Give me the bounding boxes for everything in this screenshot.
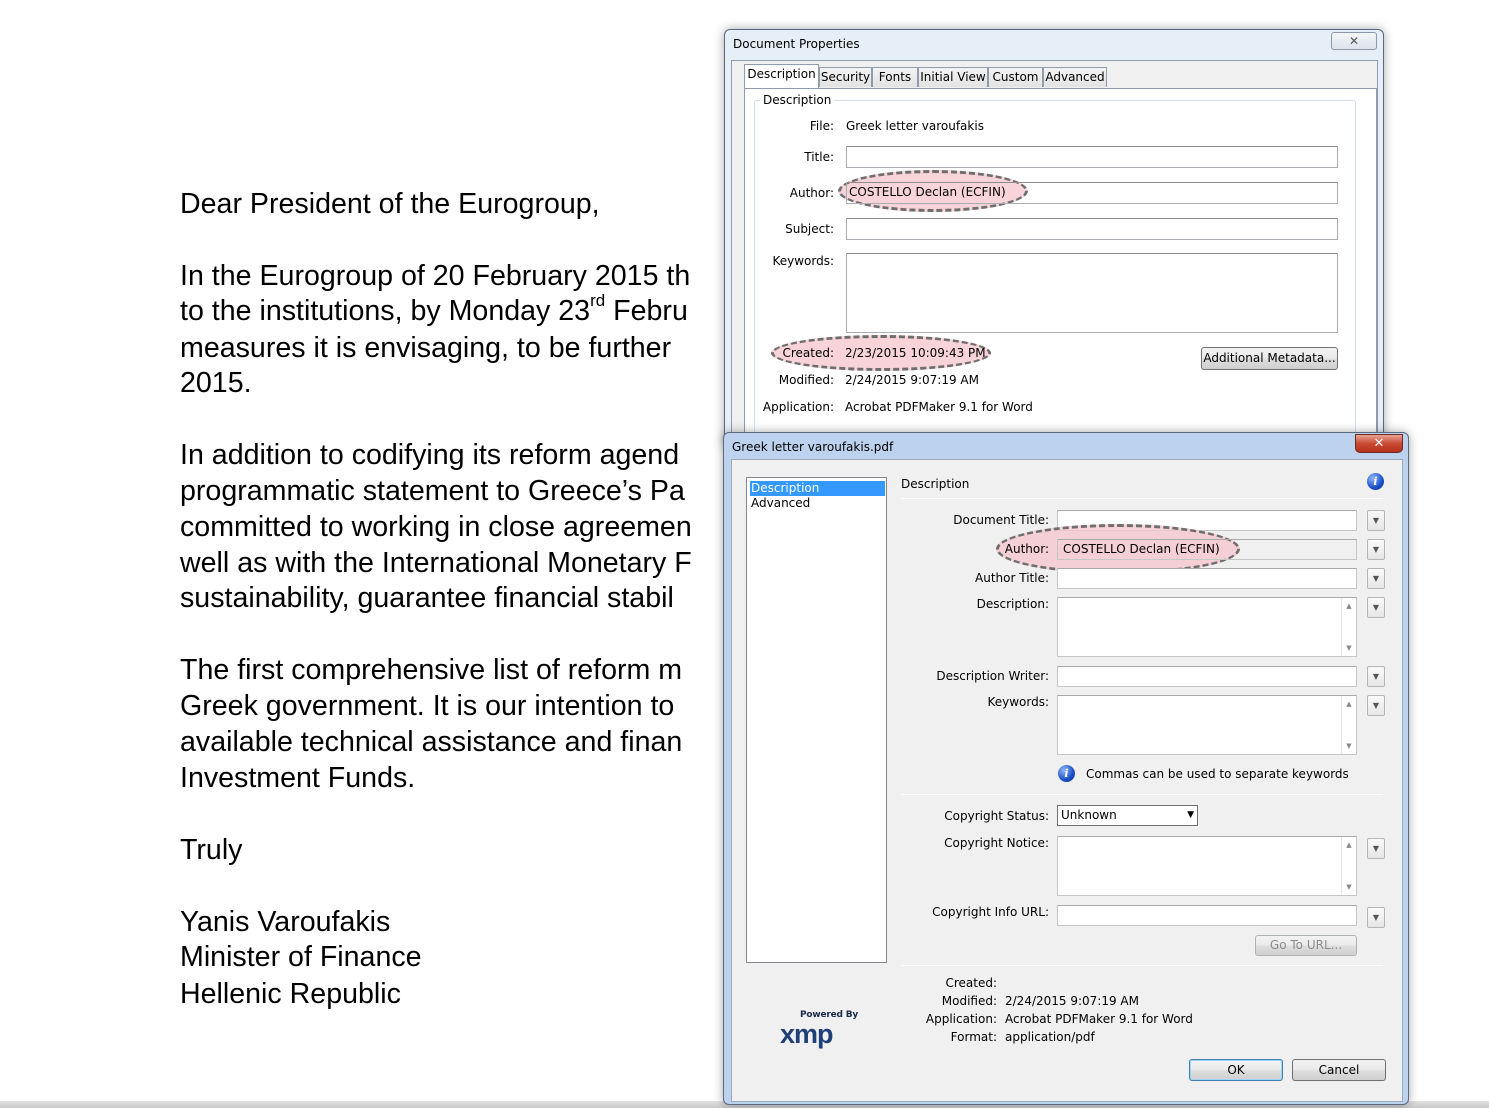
scrollbar[interactable]: ▲ ▼ [1341,598,1356,656]
footer-modified-label: Modified: [941,994,997,1008]
letter-line: 2015. [180,367,252,399]
keywords-hint: Commas can be used to separate keywords [1086,767,1349,781]
tab-description[interactable]: Description [744,64,819,89]
created-label: Created: [782,346,834,360]
letter-line: measures it is envisaging, to be further [180,332,672,364]
letter-line: The first comprehensive list of reform m [180,654,683,686]
divider [901,794,1383,795]
chevron-down-icon: ▼ [1187,810,1194,820]
info-icon: i [1058,765,1075,782]
letter-line: Investment Funds. [180,762,416,794]
letter-line: Greek government. It is our intention to [180,690,675,722]
author-title-field[interactable] [1057,568,1357,589]
go-to-url-button[interactable]: Go To URL... [1255,935,1357,956]
letter-line: well as with the International Monetary F [180,547,692,579]
scrollbar[interactable]: ▲ ▼ [1341,837,1356,895]
letter-line: committed to working in close agreemen [180,511,692,543]
window-title: Greek letter varoufakis.pdf [732,440,894,454]
keywords-field[interactable] [1057,695,1357,755]
logo-brand: xmp [780,1019,833,1049]
divider [901,965,1383,966]
letter-closing: Truly [180,834,243,866]
keywords-label: Keywords: [987,695,1049,709]
chevron-down-icon[interactable]: ▼ [1367,510,1385,531]
copyright-status-value: Unknown [1061,808,1117,822]
title-label: Title: [804,150,834,164]
letter-line: In addition to codifying its reform agend [180,439,680,471]
footer-format-label: Format: [950,1030,997,1044]
copyright-url-field[interactable] [1057,905,1357,926]
keywords-field[interactable] [846,253,1338,333]
author-title-label: Author Title: [975,571,1049,585]
chevron-down-icon[interactable]: ▼ [1367,907,1385,928]
footer-application-value: Acrobat PDFMaker 9.1 for Word [1005,1012,1193,1026]
copyright-url-label: Copyright Info URL: [932,905,1049,919]
close-icon: ✕ [1373,436,1385,451]
keywords-label: Keywords: [772,254,834,268]
modified-label: Modified: [778,373,834,387]
file-label: File: [809,119,834,133]
section-title: Description [901,477,970,491]
author-label: Author: [789,186,834,200]
chevron-down-icon[interactable]: ▼ [1367,695,1385,716]
logo-powered-by: Powered By [800,1010,859,1020]
letter-signature-country: Hellenic Republic [180,978,401,1010]
category-advanced[interactable]: Advanced [751,496,811,510]
chevron-down-icon[interactable]: ▼ [1367,597,1385,618]
footer-modified-value: 2/24/2015 9:07:19 AM [1005,994,1139,1008]
document-title-label: Document Title: [953,513,1049,527]
chevron-down-icon[interactable]: ▼ [1367,539,1385,560]
ok-button[interactable]: OK [1189,1059,1283,1081]
group-caption: Description [760,93,834,107]
author-value: COSTELLO Declan (ECFIN) [1063,542,1220,556]
tab-fonts[interactable]: Fonts [872,67,918,87]
document-properties-window [724,29,1384,449]
copyright-notice-label: Copyright Notice: [944,836,1049,850]
copyright-status-select[interactable] [1057,805,1198,826]
xmp-logo [780,1010,860,1050]
modified-value: 2/24/2015 9:07:19 AM [845,373,979,387]
chevron-down-icon[interactable]: ▼ [1367,838,1385,859]
additional-metadata-button[interactable]: Additional Metadata... [1201,347,1338,370]
letter-signature-title: Minister of Finance [180,941,422,973]
description-label: Description: [976,597,1049,611]
letter-salutation: Dear President of the Eurogroup, [180,188,600,220]
created-value: 2/23/2015 10:09:43 PM [845,346,986,360]
scrollbar[interactable]: ▲ ▼ [1341,696,1356,754]
close-button[interactable] [1355,434,1403,453]
tab-custom[interactable]: Custom [988,67,1043,87]
letter-line: to the institutions, by Monday 23rd Febru [180,291,688,327]
description-writer-field[interactable] [1057,666,1357,687]
category-description[interactable]: Description [750,481,885,496]
info-icon[interactable]: i [1367,473,1384,490]
chevron-down-icon[interactable]: ▼ [1367,666,1385,687]
copyright-status-label: Copyright Status: [944,809,1049,823]
letter-line: available technical assistance and finan [180,726,683,758]
copyright-notice-field[interactable] [1057,836,1357,896]
file-value: Greek letter varoufakis [846,119,984,133]
footer-application-label: Application: [925,1012,997,1026]
application-value: Acrobat PDFMaker 9.1 for Word [845,400,1033,414]
title-field[interactable] [846,146,1338,168]
author-label: Author: [1004,542,1049,556]
description-writer-label: Description Writer: [936,669,1049,683]
window-title: Document Properties [733,37,860,51]
author-value: COSTELLO Declan (ECFIN) [849,185,1006,199]
description-field[interactable] [1057,597,1357,657]
chevron-down-icon[interactable]: ▼ [1367,568,1385,589]
close-button[interactable] [1331,32,1377,50]
xmp-metadata-dialog [723,432,1409,1105]
subject-field[interactable] [846,218,1338,240]
divider [901,498,1383,499]
footer-format-value: application/pdf [1005,1030,1095,1044]
letter-signature-name: Yanis Varoufakis [180,906,391,938]
tab-advanced[interactable]: Advanced [1043,67,1107,87]
application-label: Application: [762,400,834,414]
tab-security[interactable]: Security [819,67,872,87]
subject-label: Subject: [785,222,834,236]
letter-line: programmatic statement to Greece’s Pa [180,475,685,507]
letter-line: In the Eurogroup of 20 February 2015 th [180,260,691,292]
letter-line: sustainability, guarantee financial stabil [180,582,674,614]
footer-created-label: Created: [945,976,997,990]
tab-initial-view[interactable]: Initial View [918,67,988,87]
category-list [746,477,887,963]
cancel-button[interactable]: Cancel [1292,1059,1386,1081]
close-icon: ✕ [1348,34,1360,48]
